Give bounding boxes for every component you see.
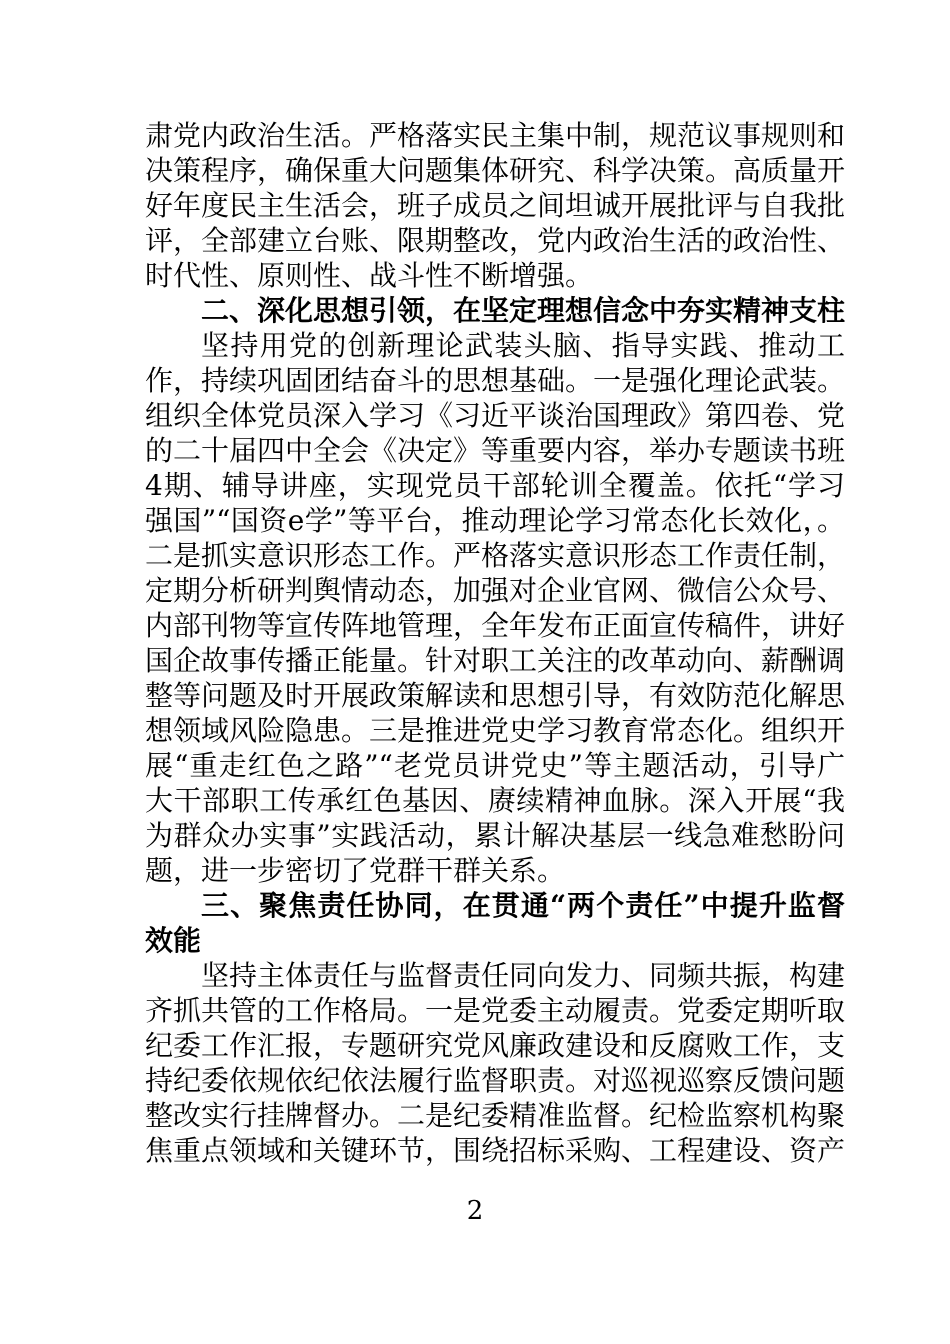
section-heading-2: 二、深化思想引领，在坚定理想信念中夯实精神支柱: [201, 294, 846, 327]
paragraph-section-3: 坚持主体责任与监督责任同向发力、同频共振，构建齐抓共管的工作格局。一是党委主动履责。党委定期听取纪委工作汇报，专题研究党风廉政建设和反腐败工作，支持纪委依规依纪依法履行监督职责。对巡视巡察反馈问题整改实行挂牌督办。二是纪委精准监督。纪检监察机构聚焦重点领域和关键环节，围绕招标采购、工程建设、资产: [145, 959, 846, 1167]
page-number: 2: [466, 1196, 484, 1226]
paragraph-continuation: 肃党内政治生活。严格落实民主集中制，规范议事规则和决策程序，确保重大问题集体研究、科学决策。高质量开好年度民主生活会，班子成员之间坦诚开展批评与自我批评，全部建立台账、限期整改，党内政治生活的政治性、时代性、原则性、战斗性不断增强。: [145, 119, 846, 292]
document-body: [145, 118, 845, 1168]
section-heading-3: 三、聚焦责任协同，在贯通“两个责任”中提升监督效能: [145, 889, 845, 957]
paragraph-section-2: 坚持用党的创新理论武装头脑、指导实践、推动工作，持续巩固团结奋斗的思想基础。一是强化理论武装。组织全体党员深入学习《习近平谈治国理政》第四卷、党的二十届四中全会《决定》等重要内容，举办专题读书班4期、辅导讲座，实现党员干部轮训全覆盖。依托“学习强国”“国资e学”等平台，推动理论学习常态化长效化，。二是抓实意识形态工作。严格落实意识形态工作责任制，定期分析研判舆情动态，加强对企业官网、微信公众号、内部刊物等宣传阵地管理，全年发布正面宣传稿件，讲好国企故事传播正能量。针对职工关注的改革动向、薪酬调整等问题及时开展政策解读和思想引导，有效防范化解思想领域风险隐患。三是推进党史学习教育常态化。组织开展“重走红色之路”“老党员讲党史”等主题活动，引导广大干部职工传承红色基因、赓续精神血脉。深入开展“我为群众办实事”实践活动，累计解决基层一线急难愁盼问题，进一步密切了党群干群关系。: [145, 329, 846, 887]
